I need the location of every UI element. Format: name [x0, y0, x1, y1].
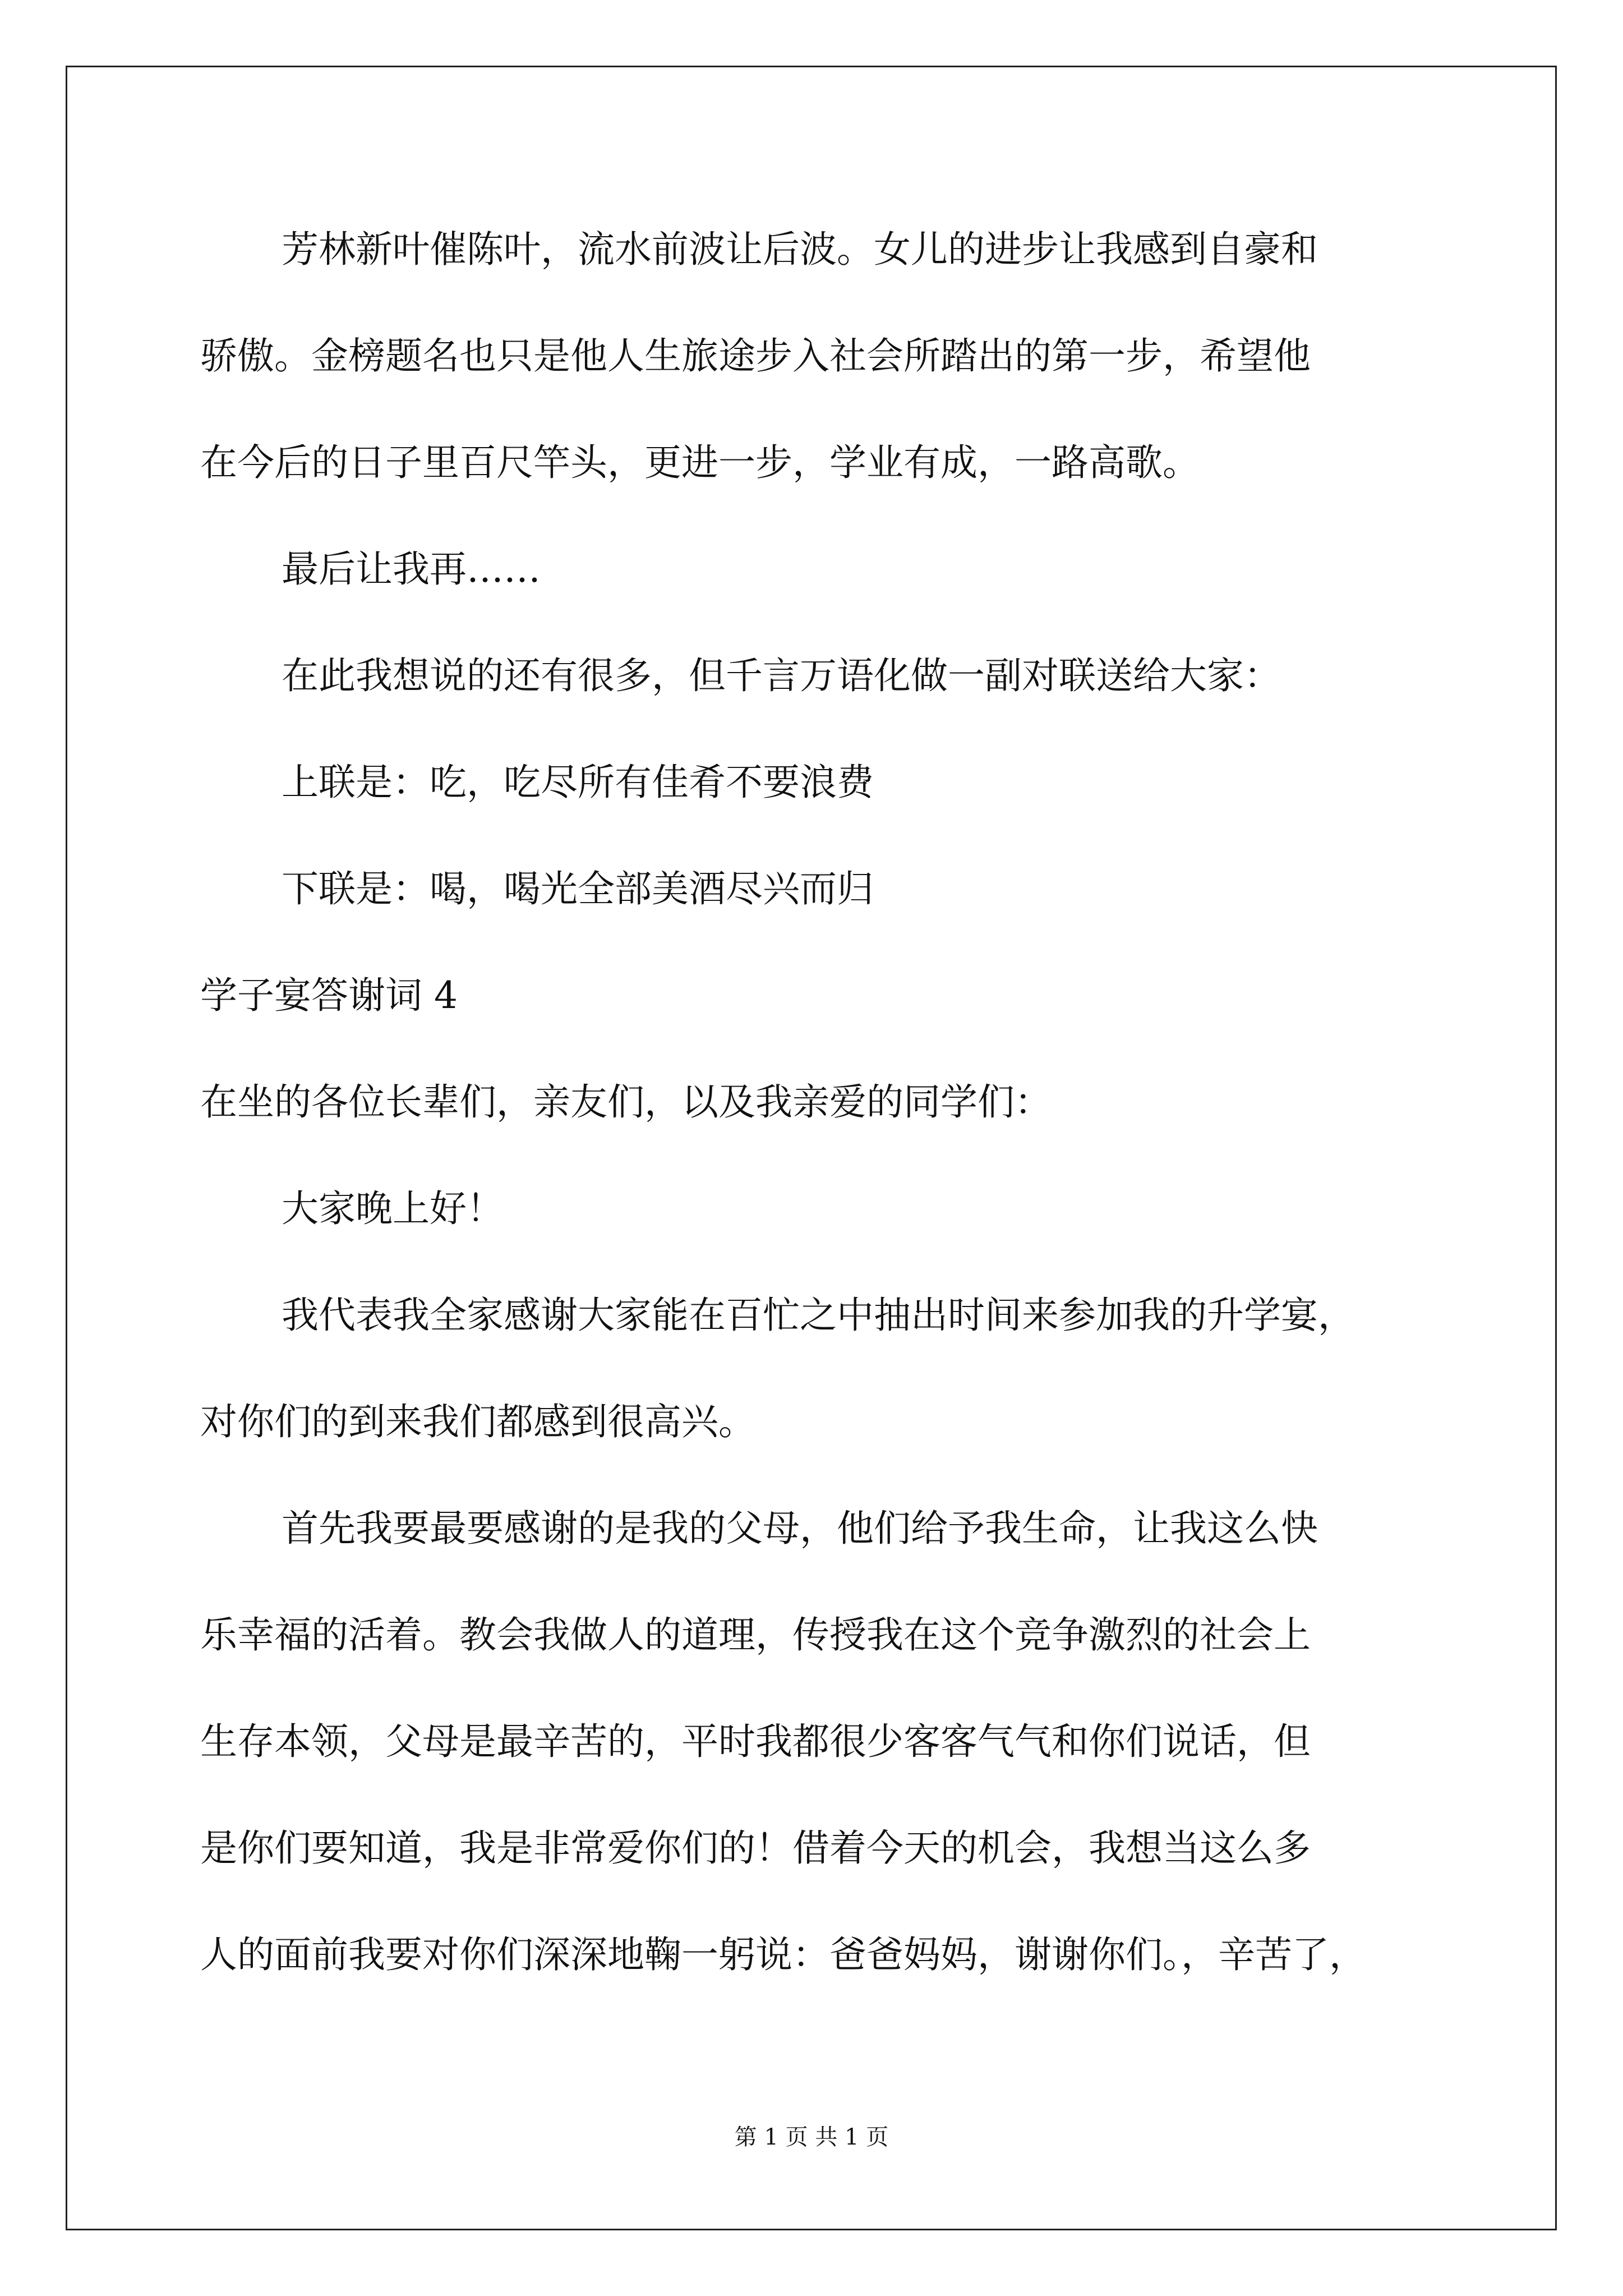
- page-border: [66, 66, 1557, 2230]
- paragraph-line-4: 最后让我再……: [282, 547, 541, 591]
- paragraph-line-11: 我代表我全家感谢大家能在百忙之中抽出时间来参加我的升学宴，: [282, 1294, 1355, 1337]
- paragraph-line-2: 骄傲。金榜题名也只是他人生旅途步入社会所踏出的第一步，希望他: [200, 334, 1311, 378]
- page-footer: 第 1 页 共 1 页: [734, 2124, 889, 2150]
- paragraph-line-12: 对你们的到来我们都感到很高兴。: [200, 1400, 755, 1443]
- greeting-line: 大家晚上好！: [282, 1187, 504, 1230]
- paragraph-line-16: 是你们要知道，我是非常爱你们的！借着今天的机会，我想当这么多: [200, 1826, 1311, 1870]
- paragraph-line-17: 人的面前我要对你们深深地鞠一躬说：爸爸妈妈，谢谢你们。，辛苦了，: [200, 1933, 1366, 1976]
- paragraph-line-14: 乐幸福的活着。教会我做人的道理，传授我在这个竞争激烈的社会上: [200, 1613, 1311, 1657]
- paragraph-line-5: 在此我想说的还有很多，但千言万语化做一副对联送给大家：: [282, 654, 1281, 697]
- paragraph-line-1: 芳林新叶催陈叶，流水前波让后波。女儿的进步让我感到自豪和: [282, 228, 1318, 271]
- couplet-lower-line: 下联是：喝，喝光全部美酒尽兴而归: [282, 867, 874, 910]
- paragraph-line-3: 在今后的日子里百尺竿头，更进一步，学业有成，一路高歌。: [200, 441, 1200, 484]
- paragraph-line-15: 生存本领，父母是最辛苦的，平时我都很少客客气气和你们说话，但: [200, 1720, 1311, 1763]
- section-heading: 学子宴答谢词 4: [200, 974, 458, 1017]
- salutation-line: 在坐的各位长辈们，亲友们，以及我亲爱的同学们：: [200, 1080, 1052, 1124]
- couplet-upper-line: 上联是：吃，吃尽所有佳肴不要浪费: [282, 761, 874, 804]
- paragraph-line-13: 首先我要最要感谢的是我的父母，他们给予我生命，让我这么快: [282, 1507, 1318, 1550]
